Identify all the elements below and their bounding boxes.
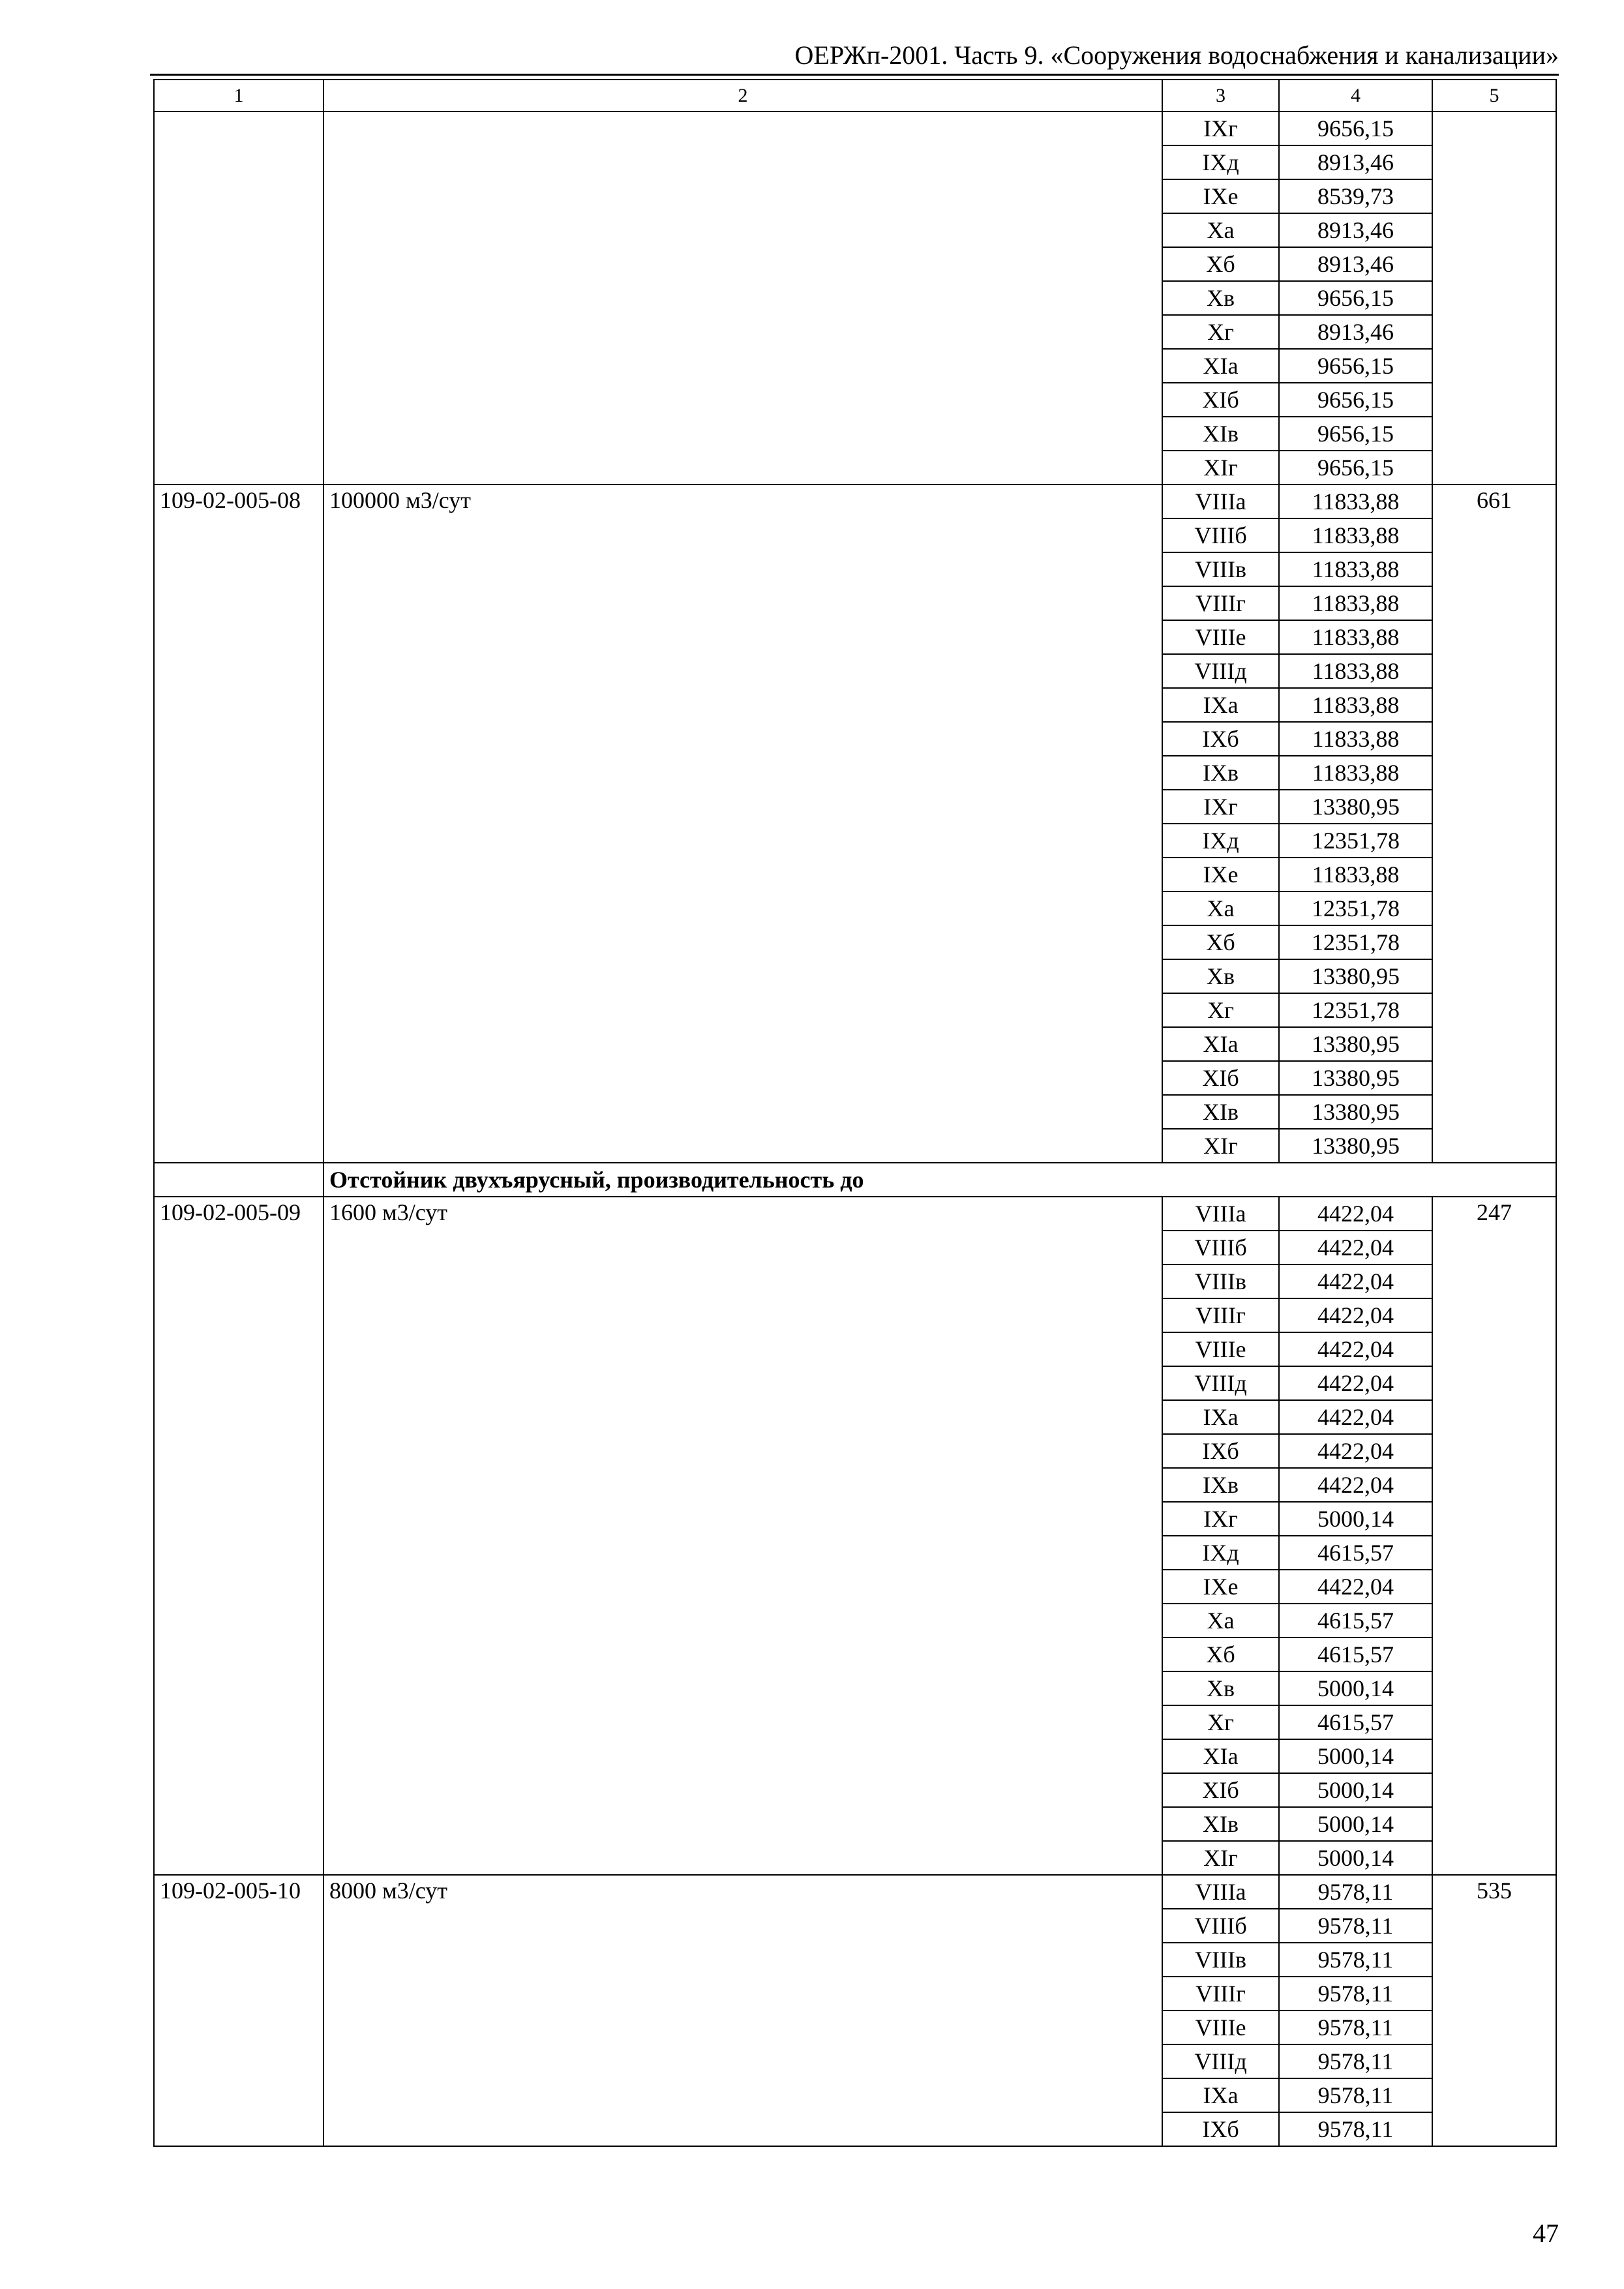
zone-cell: XIб — [1162, 1773, 1279, 1807]
zone-cell: IXб — [1162, 2112, 1279, 2146]
rate-total: 247 — [1432, 1197, 1556, 1875]
rate-total — [1432, 112, 1556, 485]
value-cell: 4422,04 — [1279, 1400, 1432, 1434]
value-cell: 9578,11 — [1279, 2112, 1432, 2146]
zone-cell: IXг — [1162, 112, 1279, 145]
value-cell: 4422,04 — [1279, 1264, 1432, 1298]
zone-cell: VIIIа — [1162, 1197, 1279, 1231]
zone-cell: VIIIг — [1162, 586, 1279, 620]
value-cell: 13380,95 — [1279, 1027, 1432, 1061]
zone-cell: Xа — [1162, 1604, 1279, 1638]
value-cell: 11833,88 — [1279, 518, 1432, 552]
zone-cell: VIIIе — [1162, 620, 1279, 654]
zone-cell: VIIIв — [1162, 1264, 1279, 1298]
zone-cell: VIIIг — [1162, 1977, 1279, 2011]
value-cell: 11833,88 — [1279, 654, 1432, 688]
zone-cell: XIб — [1162, 383, 1279, 417]
rate-total: 661 — [1432, 485, 1556, 1163]
column-number-5: 5 — [1432, 80, 1556, 112]
value-cell: 9656,15 — [1279, 451, 1432, 485]
value-cell: 9656,15 — [1279, 383, 1432, 417]
rate-name: 1600 м3/сут — [323, 1197, 1162, 1875]
zone-cell: IXд — [1162, 145, 1279, 179]
zone-cell: VIIIе — [1162, 1332, 1279, 1366]
value-cell: 9578,11 — [1279, 1909, 1432, 1943]
rates-table — [153, 79, 1557, 2147]
rates-table-body — [154, 80, 1556, 2146]
value-cell: 9578,11 — [1279, 1977, 1432, 2011]
value-cell: 9656,15 — [1279, 417, 1432, 451]
value-cell: 9656,15 — [1279, 112, 1432, 145]
column-number-1: 1 — [154, 80, 323, 112]
rate-code: 109-02-005-09 — [154, 1197, 323, 1875]
page-number: 47 — [1533, 2219, 1559, 2248]
value-cell: 4422,04 — [1279, 1366, 1432, 1400]
column-number-row — [154, 80, 1556, 112]
value-cell: 11833,88 — [1279, 756, 1432, 790]
zone-cell: Xг — [1162, 1705, 1279, 1739]
zone-cell: VIIIд — [1162, 2044, 1279, 2078]
table-row — [154, 1197, 1556, 1231]
value-cell: 8913,46 — [1279, 145, 1432, 179]
value-cell: 9656,15 — [1279, 281, 1432, 315]
zone-cell: VIIIб — [1162, 1909, 1279, 1943]
zone-cell: Xв — [1162, 959, 1279, 993]
value-cell: 4422,04 — [1279, 1197, 1432, 1231]
value-cell: 8913,46 — [1279, 315, 1432, 349]
value-cell: 13380,95 — [1279, 1129, 1432, 1163]
value-cell: 5000,14 — [1279, 1841, 1432, 1875]
page-header: ОЕРЖп-2001. Часть 9. «Сооружения водоснабжения и канализации» — [794, 40, 1559, 70]
zone-cell: IXд — [1162, 1536, 1279, 1570]
zone-cell: Xб — [1162, 1638, 1279, 1671]
value-cell: 4615,57 — [1279, 1705, 1432, 1739]
value-cell: 4422,04 — [1279, 1468, 1432, 1502]
value-cell: 12351,78 — [1279, 925, 1432, 959]
zone-cell: IXе — [1162, 179, 1279, 213]
column-number-3: 3 — [1162, 80, 1279, 112]
zone-cell: Xб — [1162, 925, 1279, 959]
value-cell: 9578,11 — [1279, 1875, 1432, 1909]
zone-cell: XIг — [1162, 1129, 1279, 1163]
value-cell: 8913,46 — [1279, 247, 1432, 281]
value-cell: 11833,88 — [1279, 688, 1432, 722]
section-row — [154, 1163, 1556, 1197]
rate-name: 8000 м3/сут — [323, 1875, 1162, 2146]
value-cell: 5000,14 — [1279, 1807, 1432, 1841]
zone-cell: VIIIд — [1162, 1366, 1279, 1400]
zone-cell: VIIIе — [1162, 2011, 1279, 2044]
zone-cell: Xа — [1162, 213, 1279, 247]
value-cell: 11833,88 — [1279, 722, 1432, 756]
column-number-2: 2 — [323, 80, 1162, 112]
value-cell: 4615,57 — [1279, 1604, 1432, 1638]
value-cell: 13380,95 — [1279, 790, 1432, 824]
table-row — [154, 485, 1556, 518]
zone-cell: VIIIг — [1162, 1298, 1279, 1332]
value-cell: 9578,11 — [1279, 1943, 1432, 1977]
zone-cell: XIа — [1162, 1739, 1279, 1773]
value-cell: 5000,14 — [1279, 1773, 1432, 1807]
value-cell: 4615,57 — [1279, 1638, 1432, 1671]
zone-cell: Xв — [1162, 1671, 1279, 1705]
zone-cell: IXг — [1162, 1502, 1279, 1536]
zone-cell: IXа — [1162, 1400, 1279, 1434]
zone-cell: IXг — [1162, 790, 1279, 824]
value-cell: 5000,14 — [1279, 1739, 1432, 1773]
value-cell: 9578,11 — [1279, 2011, 1432, 2044]
value-cell: 12351,78 — [1279, 824, 1432, 858]
value-cell: 4422,04 — [1279, 1231, 1432, 1264]
zone-cell: XIг — [1162, 1841, 1279, 1875]
zone-cell: IXв — [1162, 1468, 1279, 1502]
value-cell: 13380,95 — [1279, 959, 1432, 993]
zone-cell: VIIIб — [1162, 1231, 1279, 1264]
zone-cell: XIв — [1162, 1807, 1279, 1841]
zone-cell: VIIIд — [1162, 654, 1279, 688]
rate-code — [154, 112, 323, 485]
value-cell: 11833,88 — [1279, 552, 1432, 586]
rate-code: 109-02-005-10 — [154, 1875, 323, 2146]
zone-cell: XIв — [1162, 1095, 1279, 1129]
value-cell: 11833,88 — [1279, 858, 1432, 891]
value-cell: 8913,46 — [1279, 213, 1432, 247]
value-cell: 9656,15 — [1279, 349, 1432, 383]
zone-cell: IXд — [1162, 824, 1279, 858]
zone-cell: XIа — [1162, 1027, 1279, 1061]
zone-cell: VIIIв — [1162, 552, 1279, 586]
zone-cell: IXб — [1162, 722, 1279, 756]
zone-cell: Xб — [1162, 247, 1279, 281]
value-cell: 8539,73 — [1279, 179, 1432, 213]
rate-code: 109-02-005-08 — [154, 485, 323, 1163]
value-cell: 12351,78 — [1279, 891, 1432, 925]
zone-cell: VIIIа — [1162, 485, 1279, 518]
zone-cell: IXа — [1162, 688, 1279, 722]
table-row — [154, 112, 1556, 145]
table-row — [154, 1875, 1556, 1909]
zone-cell: XIг — [1162, 451, 1279, 485]
value-cell: 4422,04 — [1279, 1570, 1432, 1604]
value-cell: 9578,11 — [1279, 2044, 1432, 2078]
zone-cell: XIв — [1162, 417, 1279, 451]
value-cell: 11833,88 — [1279, 586, 1432, 620]
rate-name — [323, 112, 1162, 485]
zone-cell: Xв — [1162, 281, 1279, 315]
value-cell: 5000,14 — [1279, 1502, 1432, 1536]
zone-cell: IXб — [1162, 1434, 1279, 1468]
rate-name: 100000 м3/сут — [323, 485, 1162, 1163]
value-cell: 4422,04 — [1279, 1332, 1432, 1366]
value-cell: 4615,57 — [1279, 1536, 1432, 1570]
zone-cell: Xа — [1162, 891, 1279, 925]
column-number-4: 4 — [1279, 80, 1432, 112]
zone-cell: VIIIв — [1162, 1943, 1279, 1977]
zone-cell: XIа — [1162, 349, 1279, 383]
zone-cell: IXа — [1162, 2078, 1279, 2112]
section-title: Отстойник двухъярусный, производительность до — [323, 1163, 1556, 1197]
zone-cell: VIIIа — [1162, 1875, 1279, 1909]
rate-total: 535 — [1432, 1875, 1556, 2146]
value-cell: 13380,95 — [1279, 1061, 1432, 1095]
zone-cell: IXв — [1162, 756, 1279, 790]
section-empty-cell — [154, 1163, 323, 1197]
zone-cell: IXе — [1162, 858, 1279, 891]
zone-cell: VIIIб — [1162, 518, 1279, 552]
value-cell: 4422,04 — [1279, 1298, 1432, 1332]
zone-cell: XIб — [1162, 1061, 1279, 1095]
value-cell: 13380,95 — [1279, 1095, 1432, 1129]
value-cell: 4422,04 — [1279, 1434, 1432, 1468]
zone-cell: IXе — [1162, 1570, 1279, 1604]
value-cell: 11833,88 — [1279, 485, 1432, 518]
zone-cell: Xг — [1162, 993, 1279, 1027]
value-cell: 5000,14 — [1279, 1671, 1432, 1705]
value-cell: 12351,78 — [1279, 993, 1432, 1027]
value-cell: 11833,88 — [1279, 620, 1432, 654]
value-cell: 9578,11 — [1279, 2078, 1432, 2112]
header-rule — [150, 74, 1559, 76]
zone-cell: Xг — [1162, 315, 1279, 349]
